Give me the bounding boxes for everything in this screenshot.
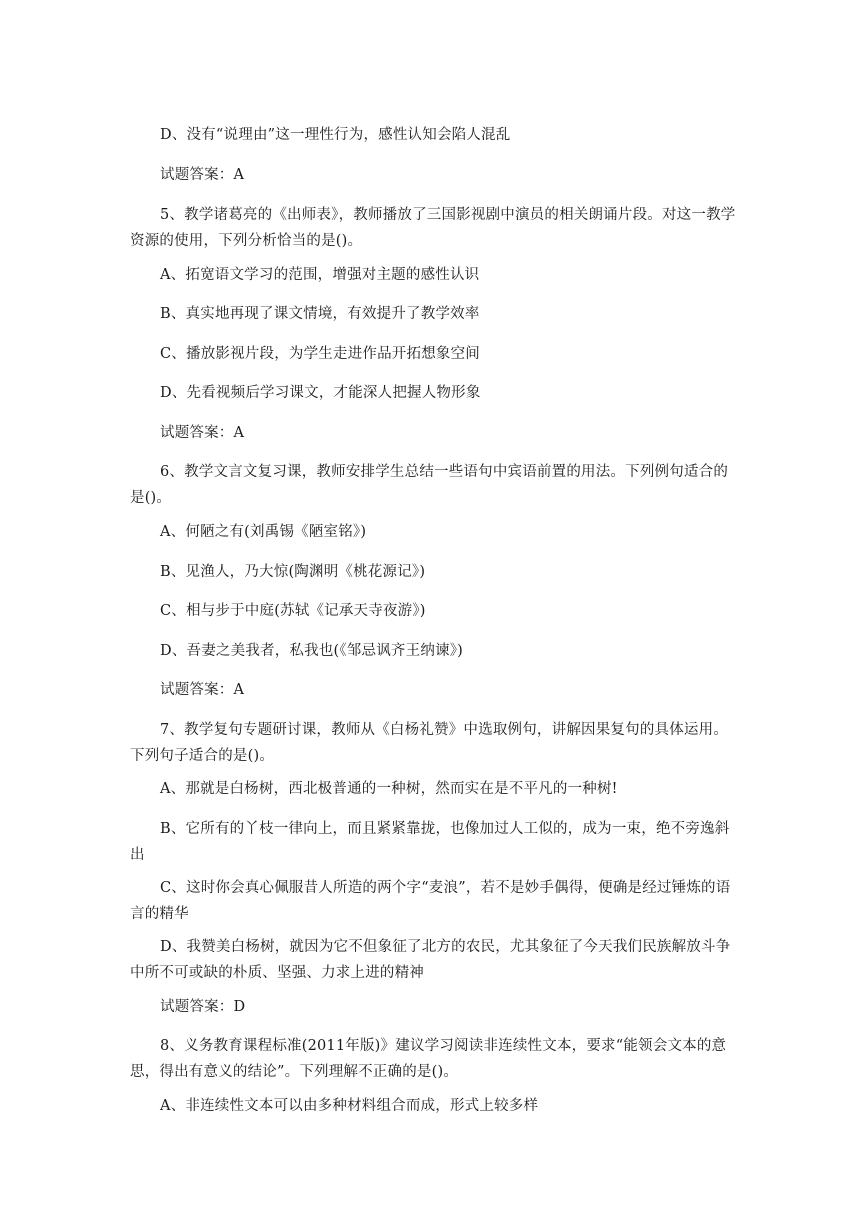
option-b-q6: B、见渔人，乃大惊(陶渊明《桃花源记》) xyxy=(160,564,426,580)
option-c-q7: C、这时你会真心佩服昔人所造的两个字“麦浪”，若不是妙手偶得，便确是经过锤炼的语言的精华 xyxy=(130,880,731,922)
option-c-q6: C、相与步于中庭(苏轼《记承天寺夜游》) xyxy=(160,603,426,619)
question-6: 6、教学文言文复习课，教师安排学生总结一些语句中宾语前置的用法。下列例句适合的是()。 xyxy=(130,464,729,506)
option-d-q4: D、没有“说理由”这一理性行为，感性认知会陷人混乱 xyxy=(160,127,511,143)
question-5: 5、教学诸葛亮的《出师表》，教师播放了三国影视剧中演员的相关朗诵片段。对这一教学资源的使用，下列分析恰当的是()。 xyxy=(130,207,736,249)
option-a-q6: A、何陋之有(刘禹锡《陋室铭》) xyxy=(160,524,367,540)
answer-q6: 试题答案：A xyxy=(160,682,245,698)
option-d-q6: D、吾妻之美我者，私我也(《邹忌讽齐王纳谏》) xyxy=(160,643,464,659)
option-d-q7: D、我赞美白杨树，就因为它不但象征了北方的农民，尤其象征了今天我们民族解放斗争中所不可或缺的朴质、坚强、力求上进的精神 xyxy=(130,939,731,981)
option-d-q5: D、先看视频后学习课文，才能深人把握人物形象 xyxy=(160,385,481,401)
answer-q4: 试题答案：A xyxy=(160,167,245,183)
option-a-q8: A、非连续性文本可以由多种材料组合而成，形式上较多样 xyxy=(160,1098,539,1114)
option-a-q5: A、拓宽语文学习的范围，增强对主题的感性认识 xyxy=(160,267,480,283)
option-a-q7: A、那就是白杨树，西北极普通的一种树，然而实在是不平凡的一种树! xyxy=(160,781,618,797)
question-7: 7、教学复句专题研讨课，教师从《白杨礼赞》中选取例句，讲解因果复句的具体运用。下列句子适合的是()。 xyxy=(130,722,729,764)
answer-q5: 试题答案：A xyxy=(160,425,245,441)
answer-q7: 试题答案：D xyxy=(160,999,246,1015)
option-c-q5: C、播放影视片段，为学生走进作品开拓想象空间 xyxy=(160,346,480,362)
option-b-q5: B、真实地再现了课文情境，有效提升了教学效率 xyxy=(160,306,480,322)
question-8: 8、义务教育课程标准(2011年版)》建议学习阅读非连续性文本，要求“能领会文本的意思，得出有意义的结论”。下列理解不正确的是()。 xyxy=(130,1038,727,1080)
option-b-q7: B、它所有的丫枝一律向上，而且紧紧靠拢，也像加过人工似的，成为一束，绝不旁逸斜出 xyxy=(130,821,730,863)
